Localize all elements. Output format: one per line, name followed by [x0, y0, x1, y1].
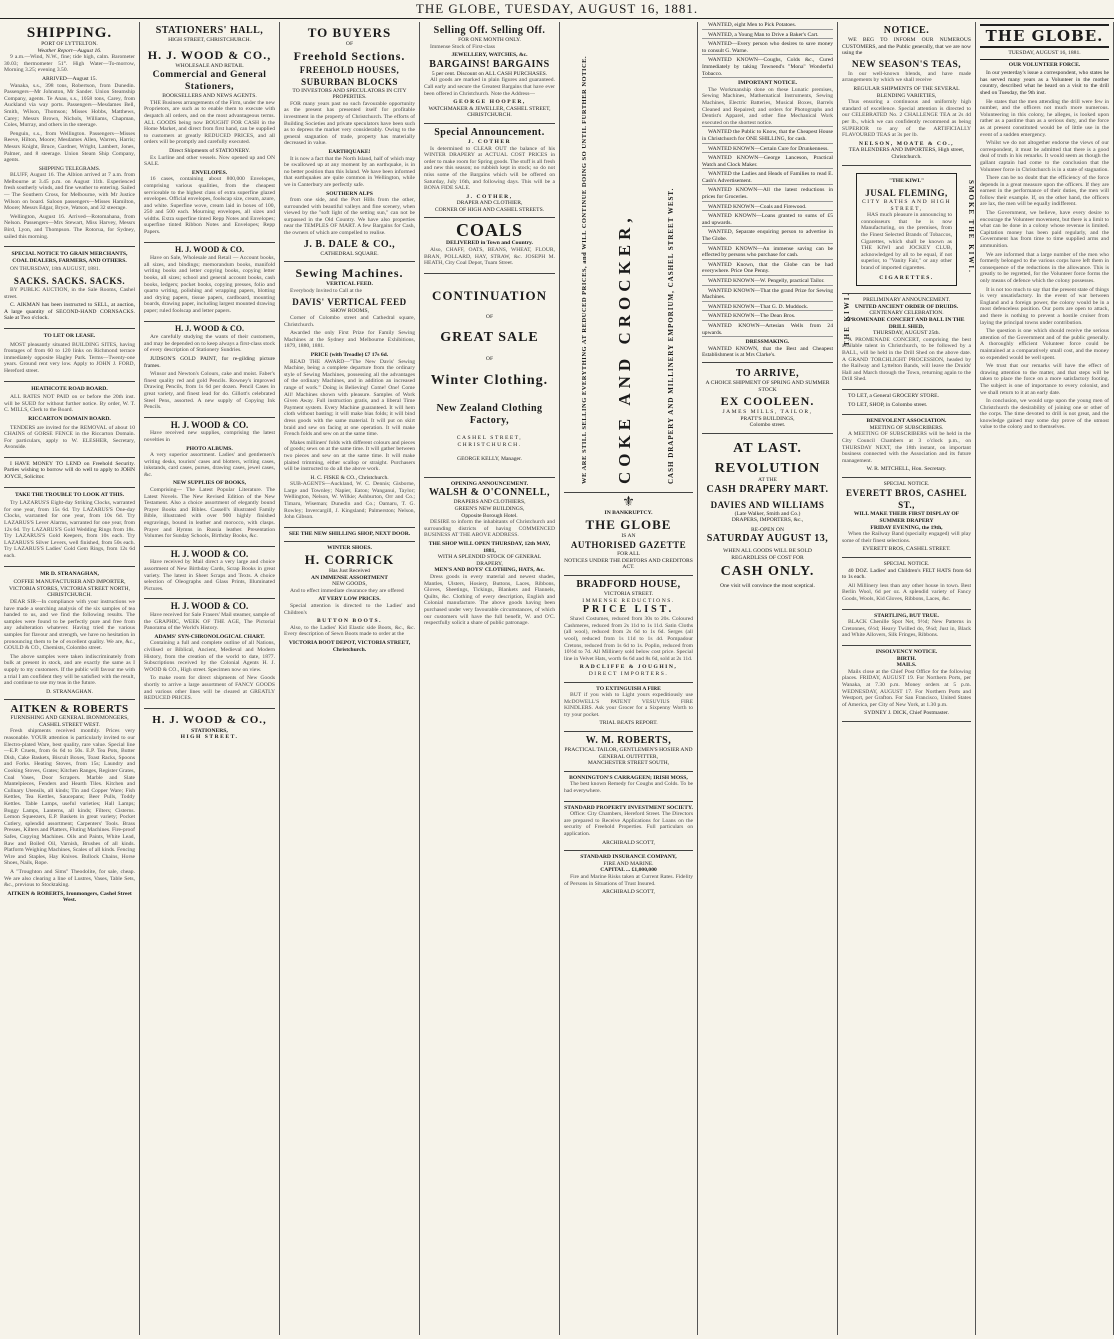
standard-society-heading: STANDARD PROPERTY INVESTMENT SOCIETY. — [564, 804, 693, 811]
kiwi-body: HAS much pleasure in announcing to connoisseurs that he is now Manufacturing, on the premises, from the Finest Selected Brands of Tobaccos, Cigarettes, which shall be known as THE KIWI and JOCKEY CLUB, acknowledged by all to be equal, if not superior, to "Vanity Fair," or any other brand of imported cigarettes. — [861, 212, 952, 272]
opening-heading: OPENING ANNOUNCEMENT. — [450, 480, 529, 487]
archibald-1: ARCHIBALD SCOTT, — [602, 839, 655, 846]
teas-body-2: Thus ensuring a continuous and uniformly high standard of excellence. Special attention is directed to our CELEBRATED No. 2 CHALLENGE TEA at 2s 4d per lb., which we can confidently recommend as being SUPERIOR to any of the ARTIFICIALLY FLAVOURED TEAS at 3s per lb. — [842, 99, 971, 139]
tolet-body: MOST pleasantly situated BUILDING SITES, having frontages of from 60 to 120 links on Richmond terrace immediately opposite Hagley Park. Terms—Twenty-one years. Ground rent very low. Apply to JOHN J. FORD, Hereford street. — [4, 341, 135, 374]
notices-line: NOTICES UNDER THE DEBTORS AND CREDITORS ACT. — [564, 557, 693, 571]
sewing-heading: Sewing Machines. — [295, 266, 404, 281]
hjwood-4-body: Have received new supplies, comprising the latest novelties in — [144, 430, 275, 443]
victoria-depot: VICTORIA BOOT DEPOT, VICTORIA STREET, Christchurch. — [288, 639, 411, 653]
special-notice-2: SPECIAL NOTICE. — [883, 561, 930, 568]
telegrams-heading: SHIPPING TELEGRAMS. — [38, 165, 101, 172]
joyce-notice: I HAVE MONEY TO LEND on Freehold Security. Parties wishing to borrow will do well to apply to JOHN JOYCE, Solicitor. — [4, 460, 135, 481]
walsh-greens: GREEN'S NEW BUILDINGS, — [454, 506, 525, 512]
sewing-invite: Everybody Invited to Call at the — [290, 287, 362, 294]
adams-chart: ADAMS' SYN-CHRONOLOGICAL CHART. — [154, 633, 265, 640]
stationers-final: STATIONERS, — [191, 727, 228, 734]
corrick-body-3: Also, to the Ladies' Kid Elastic side Boots, &c., &c. Every description of Sewn Boots made to order at the — [284, 624, 415, 638]
stationers-hall-heading: STATIONERS' HALL, — [155, 25, 264, 36]
hjwood-2-heading: H. J. WOOD & CO. — [175, 244, 244, 254]
low-prices-line: AT VERY LOW PRICES. — [318, 596, 381, 603]
freehold-heading: Freehold Sections. — [293, 48, 406, 63]
coat-of-arms-icon: ⚜ — [622, 495, 635, 510]
mitchell-signature: W. R. MITCHELL, Hon. Secretary. — [866, 466, 947, 473]
selling-body: Immense Stock of First-class — [430, 43, 496, 50]
bradford-street: VICTORIA STREET. — [603, 590, 654, 597]
dressmaking-heading: DRESSMAKING. — [745, 339, 790, 346]
hjwood-6-body: Have received for Sale Frasers' Mail steamer, sample of the GRAPHIC, WEEK OF THE AGE, The Pictorial Panorama of the World's History. — [144, 611, 275, 632]
kiwi-side-left: THE KIWI. — [843, 291, 851, 346]
shipping-heading: SHIPPING. — [26, 25, 113, 41]
sewing-body-2: Makes milliners' folds with different colours and pieces of goods; sews on at the same time. It will gather between two pieces and sew on at the same time. It will make plaited trimming, either scallop or straight. Purchasers will be instructed to do all the above work. — [284, 439, 415, 473]
walsh-opposite: Opposite Borough Hotel. — [461, 512, 518, 519]
stationers-line: Stationers, — [184, 82, 235, 93]
fiske-line: H. C. FISKE & CO., Christchurch. — [310, 474, 389, 481]
continuation-of: OF — [485, 313, 494, 320]
bargains-heading: BARGAINS! BARGAINS — [429, 58, 550, 70]
startling-body: BLACK Chenille Spot Net, 9½d; New Patterns in Cretonnes, 6½d; Heavy Twilled do, 9¼d; Just in, Black and White Allovers, Silk Fringes, Ribbons. — [842, 619, 971, 639]
birth-heading: BIRTH. — [896, 655, 917, 662]
walsh-heading: WALSH & O'CONNELL, — [429, 487, 550, 499]
will-make-line: WILL MAKE THEIR FIRST DISPLAY OF SUMMER DRAPERY — [853, 511, 960, 525]
masthead: THE GLOBE, TUESDAY, AUGUST 16, 1881. — [0, 0, 1114, 19]
one-month-line: FOR ONE MONTH ONLY. — [458, 37, 521, 43]
of-line: OF — [345, 41, 354, 47]
hooper-address: WATCHMAKER & JEWELLER, CASHEL STREET, CHRISTCHURCH. — [428, 105, 551, 119]
sewing-price: PRICE (with Treadle) £7 17s 6d. — [310, 352, 389, 358]
continuation-heading: CONTINUATION — [431, 287, 548, 303]
aikman-notice: C. AIKMAN has been instructed to SELL, at auction, A large quantity of SECOND-HAND CORNSACKS. Sale at Two o'clock. — [4, 302, 135, 322]
standard-society-body: Office: City Chambers, Hereford Street. The Directors are prepared to Receive Applications for Loans on the security of Freehold Properties. Full particulars on application. — [564, 811, 693, 837]
nz-clothing-heading: New Zealand Clothing — [436, 403, 543, 415]
article-body-8: We trust that our remarks will have the effect of drawing attention to the matter, and that steps will be taken to place the force on a more satisfactory footing. The subject is one of importance to every colonist, and we shall return to it at an early date. — [980, 363, 1109, 396]
earthquake-body: It is now a fact that the North Island, half of which may be swallowed up at any moment by an earthquake, is in no better position than this Island. We have been informed that earthquakes are quite common in Wellington, while we in Canterbury are perfectly safe. — [284, 155, 415, 188]
at-the-line: AT THE — [758, 476, 777, 483]
davies-williams: DAVIES AND WILLIAMS — [710, 499, 825, 510]
hjwood-4-heading: H. J. WOOD & CO. — [170, 419, 249, 430]
mills-street: Colombo street. — [749, 422, 786, 429]
when-line: WHEN ALL GOODS WILL BE SOLD — [723, 548, 812, 555]
photo-body: A very superior assortment. Ladies' and gentlemen's writing desks, tourists' cases and blotters, writing cases, inkstands, card cases, purses, drawing cases, jewel cases, &c. — [144, 452, 275, 478]
fleming-address: CITY BATHS AND HIGH STREET, — [861, 199, 952, 212]
hjwood-final-heading: H. J. WOOD & CO., — [152, 713, 267, 726]
bonnington-body: The best known Remedy for Coughs and Colds. To be had everywhere. — [564, 781, 693, 795]
mills-building: PRATT'S BUILDINGS, — [740, 415, 795, 422]
sacks-heading: SACKS. SACKS. SACKS. — [13, 276, 126, 286]
article-body-9: In conclusion, we would urge upon the young men of Christchurch the desirability of joining one or other of the corps. The time devoted to drill is not great, and the knowledge gained may some day prove of the utmost value to the colony and to themselves. — [980, 398, 1109, 431]
commercial-line: Commercial and General — [152, 70, 267, 81]
globe-gazette-heading: THE GLOBE — [585, 516, 672, 532]
coals-delivered: DELIVERED in Town and Country. — [446, 240, 533, 247]
factory-street: CASHEL STREET, — [456, 435, 523, 442]
wanted-15: WANTED KNOWN—W. Pengelly, practical Tailor. — [702, 278, 833, 286]
coals-heading: COALS — [455, 220, 523, 241]
judsons-body: Winsor and Newton's Colours, cake and moist. Faber's finest quality red and gold Pencils. Rowney's improved Drawing Pencils, from 1s 6d per dozen. Pencil Cases in great variety, and finest lead for do. Gillott's celebrated Steel Pens, assorted. A new supply of Copying Ink Pencils. — [144, 371, 275, 411]
regardless-line: REGARDLESS OF COST FOR — [731, 554, 804, 561]
riccarton-body: TENDERS are invited for the REMOVAL of about 10 CHAINS of GORSE FENCE in the Riccarton Domain. For particulars, apply to W. ELESHER, Secretary, Avonside. — [4, 424, 135, 451]
extinguish-heading: TO EXTINGUISH A FIRE — [596, 685, 661, 692]
radcliffe-importers: DIRECT IMPORTERS. — [588, 670, 669, 677]
cother-name: J. COTHER — [467, 138, 512, 145]
new-supplies-body: Comprising— The Latest Popular Literature. The Latest Novels. The New Revised Edition of the New Testament. Also a choice assortment of elegantly bound Prayer Books and Bibles. Cassell's illustrated Family Bible, illustrated with over 900 highly finished engravings, bound in leather and morocco, with clasps. Prayer and Hymns in Russia leather. Presentation Volumes for Sunday Schools, Birthday Books, &c. — [144, 487, 275, 540]
factory-city: CHRISTCHURCH. — [457, 441, 522, 448]
wanted-2: WANTED, a Young Man to Drive a Baker's Cart. — [702, 32, 833, 40]
centenary-line: CENTENARY CELEBRATION. — [869, 310, 944, 317]
cash-drapery-rotated: CASH DRAPERY AND MILLINERY EMPORIUM, CASHEL STREET WEST. — [667, 187, 675, 484]
arrived-body-2: Penguin, s.s., from Wellington. Passengers—Misses Reeve, Hilton, Moore; Mesdames Allen, Warren, Harris; Messrs Knight, Bruce, Gardner, Wright, Lambert, Jones, Palmer, and 8 steerage. Union Steam Ship Company, agents. — [4, 130, 135, 164]
suburban-blocks: SUBURBAN BLOCKS — [301, 76, 398, 87]
wanted-5: WANTED the Public to Know, that the Cheapest House in Christchurch for ONE SHILLING, for cash. — [702, 129, 834, 142]
direct-body: Ex Lurline and other vessels. Now opened up and ON SALE. — [144, 154, 275, 168]
roberts-heading: W. M. ROBERTS, — [585, 735, 672, 747]
investors-line: TO INVESTORS AND SPECULATORS IN CITY PROPERTIES. — [292, 87, 407, 101]
cash-only-heading: CASH ONLY. — [720, 564, 815, 580]
stranaghan-address: VICTORIA STORES, VICTORIA STREET NORTH, CHRISTCHURCH. — [9, 585, 130, 599]
wanted-3: WANTED—Every person who desires to save money to consult G. Warne. — [702, 41, 833, 54]
wanted-6: WANTED KNOWN—Certain Cure for Drunkenness. — [702, 146, 833, 154]
lazarus-heading: TAKE THE TROUBLE TO LOOK AT THIS. — [14, 491, 125, 498]
special-notice-1: SPECIAL NOTICE. — [883, 480, 930, 487]
everett-body: When the Railway Band (specially engaged) will play some of their finest selections. — [842, 531, 971, 544]
wanted-9: WANTED KNOWN—All the latest reductions in prices for Groceries. — [702, 187, 833, 201]
cigarettes-heading: CIGARETTES. — [879, 274, 934, 281]
walsh-body-2: Dress goods in every material and newest shades, Mantles, Ulsters, Hosiery, Buttons, Laces, Ribbons, Gloves, Sheetings, Tickings, Blankets and Flannels, Quilts, &c. Clothing of every description, English and Colonial manufacture. The above goods having been purchased under very favourable circumstances, of which our customers will have the full benefit, W. and O'C. respectfully solicit a share of public patronage. — [424, 573, 555, 627]
stranaghan-body-2: The above samples were taken indiscriminately from bulk at present in stock, and are exactly the same as I supply to my customers. If the public will favour me with a trial I am confident they will be satisfied with the result, and continue to use my teas in the future. — [4, 653, 135, 687]
benevolent-body: A MEETING OF SUBSCRIBERS will be held in the City Council Chambers at 3 o'clock p.m., on THURSDAY NEXT, the 18th instant, on important business connected with the Association and its future management. — [842, 431, 971, 464]
tolet-heading: TO LET OR LEASE. — [43, 332, 96, 339]
article-body-7: The question is one which should receive the serious attention of the Government and of the public generally. A thoroughly efficient Volunteer force could be maintained at a comparatively small cost, and the money so expended would be well spent. — [980, 328, 1109, 361]
everett-heading: EVERETT BROS, CASHEL ST., — [845, 488, 968, 511]
mills-name: JAMES MILLS, TAILOR, — [722, 409, 813, 416]
corrick-body: And to effect immediate clearance they are offered — [290, 587, 404, 594]
aitken-signature: AITKEN & ROBERTS, Ironmongers, Cashel Street West. — [7, 890, 132, 904]
friday-line: FRIDAY EVENING, the 19th, — [870, 524, 943, 531]
bradford-heading: BRADFORD HOUSE, — [576, 578, 681, 590]
everett-signature: EVERETT BROS, CASHEL STREET. — [862, 546, 951, 553]
investors-body: FOR many years past no such favourable opportunity as the present has presented itself for profitable investment in the property of Christchurch. The efforts of Building Societies and private speculators have been such as to depress the market very considerably. Owing to the general stagnation of trade, property has materially decreased in value. — [284, 100, 415, 147]
southern-alps-heading: SOUTHERN ALPS — [326, 190, 373, 197]
stationers-address: HIGH STREET, CHRISTCHURCH. — [168, 37, 251, 43]
received-line: Has Just Received — [328, 568, 370, 575]
davis-heading: DAVIS' VERTICAL FEED — [292, 297, 407, 308]
walsh-shop-open: THE SHOP WILL OPEN THURSDAY, 12th MAY, 1881, — [428, 540, 551, 554]
see-next-door: SEE THE NEW SHILLING SHOP, NEXT DOOR. — [288, 530, 411, 537]
stranaghan-signature: D. STRANAGHAN. — [46, 688, 93, 695]
booksellers-line: BOOKSELLERS AND NEWS AGENTS. — [162, 93, 257, 100]
envelopes-body: 16 cases, containing about 800,000 Envelopes, comprising various qualities, from the cheapest serviceable to the highest class of extra superfine glazed envelopes. Official envelopes, foolscap size, cream, azure, and white. Superfine wove, cream laid in boxes of 100, 250 and 500 each. Mourning envelopes, all sizes and widths. Extra superfine tinted Repp Notes and Envelopes; superfine tinted Ribbon Notes and Envelopes; Repp Papers. — [144, 176, 275, 236]
immense-line: AN IMMENSE ASSORTMENT — [311, 574, 388, 581]
walsh-drapers: DRAPERS AND CLOTHIERS, — [453, 499, 526, 506]
roberts-address: MANCHESTER STREET SOUTH, — [587, 760, 670, 767]
sewing-award: Awarded the only First Prize for Family Sewing Machines at the Sydney and Melbourne Exhibitions, 1879, 1880, 1881. — [284, 330, 415, 350]
wanted-20: WANTED KNOWN, that the Best and Cheapest Establishment is at Mrs Clarke's. — [702, 346, 833, 363]
aitken-body: Fresh shipments received monthly. Prices very reasonable. YOUR attention is particularly invited to our Electro-plated Ware, best quality, rare value. Special line—E.P. Cruets, from 6s 6d to 50s. E.P. Tea Pots, Butter Dish, Cake Baskets, Biscuit Boxes, Toast Racks, Spoons and Forks. Heating Stoves, from 15s; Laundry and Cooking Stoves, Grates; Kitchen Ranges, Register Grates, Coal Vases, Door Scrapers. Marble and Slate Mantelpieces, Fenders and Hearth Tiles. Kitchen and Culinary Utensils, all kinds; Tin and Copper Ware; Fish Kettles, Tea Kettles, Saucepans; Beer Pulls, Toddy Kettles. Table Lamps, useful varieties; Hall Lamps; Buggy Lamps, Lanterns, all kinds; Filters; Cisterns. Lemon Squeezers, E.P. Baskets in great variety; Pocket Cutlery, splendid assortment; Carpenters' Tools. Brass Presses, Kilters and Platters, Fluting Machines. Fire-proof Safes, Copying Machines. Oils and Paints, White Lead, Raw and Boiled Oil, Varnish, Brushes of all kinds. Platform Weighing Machines, Scales of all kinds. Fencing Wire and Staples, Hay Knives. Bullock Chains, Horse Shoes, Nails, Rope. — [4, 728, 135, 867]
heathcote-heading: HEATHCOTE ROAD BOARD. — [31, 385, 108, 392]
aitken-sub: FURNISHING AND GENERAL IRONMONGERS, CASHEL STREET WEST. — [10, 715, 129, 728]
davies-late: (Late Walker, Smith and Co.) — [734, 510, 801, 517]
walsh-body: DESIRE to inform the inhabitants of Christchurch and surrounding districts of having COMMENCED BUSINESS AT THE ABOVE ADDRESS. — [424, 519, 555, 539]
bradford-reductions: IMMENSE REDUCTIONS. — [582, 597, 675, 604]
startling-heading: STARTLING, BUT TRUE. — [874, 612, 939, 619]
price-list-heading: PRICE LIST. — [582, 604, 675, 616]
show-rooms-address: Corner of Colombo street and Cathedral square, Christchurch. — [284, 315, 415, 328]
new-supplies-heading: NEW SUPPLIES OF BOOKS, — [172, 480, 247, 487]
promenade-line: PROMENADE CONCERT AND BALL IN THE DRILL SHED, — [848, 317, 965, 330]
wanted-13: WANTED KNOWN—An immense saving can be effected by persons who purchase for cash. — [702, 245, 833, 259]
column-7 — [838, 22, 976, 1335]
selling-off-heading: Selling Off. Selling Off. — [433, 25, 546, 36]
article-body-1: He states that the men attending the drill were few in number, and the officers not much more numerous. Volunteering in this colony, he alleges, is looked upon rather as a pastime than as a serious duty, and the force as at present constituted would be of little use in the event of a sudden emergency. — [980, 98, 1109, 138]
saturday-line: SATURDAY AUGUST 13, — [706, 533, 829, 545]
archibald-2: ARCHIBALD SCOTT, — [602, 889, 655, 896]
buyers-heading: TO BUYERS — [307, 25, 392, 40]
wanted-16: WANTED KNOWN—That the grand Prize for Sewing Machines. — [702, 287, 833, 301]
sub-agents: SUB-AGENTS—Auckland, W. C. Dennis; Gisborne, Large and Townley; Napier, Eaton; Wanganui, Taylor; Wellington, Nelson, W. Wilkie; Ashburton, Orr and Co.; Timaru, Wiseman; Dunedin and Co.; Oamaru, T. G. Rowley; Invercargill, J. Kingsland; Palmerston; Nelson, John Gibson. — [284, 481, 415, 521]
column-6 — [698, 22, 838, 1335]
factory-manager: GEORGE KELLY, Manager. — [457, 456, 522, 463]
article-body-6: It is not too much to say that the present state of things is very unsatisfactory. In the event of war between England and a foreign power, the colony would be in a most defenceless position. Our ports are open to attack, and there is nothing to prevent a hostile cruiser from laying the principal towns under contribution. — [980, 286, 1109, 326]
hooper-name: GEORGE HOOPER, — [453, 99, 526, 106]
preliminary-heading: PRELIMINARY ANNOUNCEMENT. — [862, 297, 950, 304]
adams-body-2: To make room for direct shipments of New Goods shortly to arrive a large assortment of FANCY GOODS and various other lines will be cleared at GREATLY REDUCED PRICES. — [144, 675, 275, 702]
benevolent-heading: BENEVOLENT ASSOCIATION. — [866, 418, 947, 425]
forty-body: All Millinery less than any other house in town. Best Berlin Wool, 6d per oz. A splendid variety of Fancy Goods, Wools, Kid Gloves, Ribbons, Laces, &c. — [842, 582, 971, 602]
freehold-houses: FREEHOLD HOUSES, — [299, 64, 400, 75]
fire-marine: FIRE AND MARINE. — [603, 860, 654, 867]
tolet-shop: TO LET, SHOP, in Colombo street. — [848, 401, 928, 408]
trial-heading: TRIAL BEATS REPORT. — [599, 720, 658, 727]
bankruptcy-line: IN BANKRUPTCY. — [604, 510, 653, 516]
new-goods-line: NEW GOODS, — [332, 581, 367, 588]
hjwood-5-heading: H. J. WOOD & CO. — [170, 548, 249, 559]
druids-body: A PROMENADE CONCERT, comprising the best available talent in Christchurch, to be followed by a BALL, will be held in the Drill Shed on the above date. A GRAND TORCHLIGHT PROCESSION, headed by the Railway and Lyttelton Bands, will leave the Druids' Hall and March through the Town, returning again to the Drill Shed. — [842, 336, 971, 383]
column-4 — [420, 22, 560, 1335]
dale-heading: J. B. DALE & CO., — [303, 238, 396, 250]
special-notice-date: ON THURSDAY, 18th AUGUST, 1881. — [10, 266, 101, 273]
dick-signature: SYDNEY J. DICK, Chief Postmaster. — [864, 710, 949, 717]
extinguish-body: BUT if you wish to Light yours expeditiously use McDOWELL'S PATENT VESUVIUS FIRE KINDLERS. Ask your Grocer for a Sixpenny Worth to try your pocket. — [564, 692, 693, 718]
telegrams-body-2: Wellington, August 16. Arrived—Rotomahana, from Nelson. Passengers—Mrs Stewart, Miss Harvey, Messrs Bird, Lyon, and Thompson. The Rotorua, for Sydney, sailed this morning. — [4, 213, 135, 240]
direct-shipments: Direct Shipments of STATIONERY. — [169, 147, 250, 154]
wanted-14: WANTED Known, that the Globe can be had everywhere. Price One Penny. — [702, 261, 833, 275]
globe-title: THE GLOBE. — [985, 27, 1104, 45]
globe-date: TUESDAY, AUGUST 16, 1881. — [1008, 50, 1081, 56]
wanted-10: WANTED KNOWN—Coals and Firewood. — [702, 204, 833, 212]
wanted-12: WANTED, Separate enquiring person to advertise in The Globe. — [702, 229, 833, 243]
fleming-name: JUSAL FLEMING, — [865, 188, 948, 199]
notice-heading: NOTICE. — [883, 25, 930, 36]
weather-report: Weather Report—August 16. — [37, 47, 102, 54]
roberts-tailor: PRACTICAL TAILOR, GENTLEMEN'S HOSIER AND GENERAL OUTFITTER, — [564, 747, 693, 760]
weather-body: 9 a.m.—Wind, N.W., fine; tide high, calm. Barometer 30.03; thermometer 51°. High Water—To-morrow, Morning 3.25; evening 3.50. — [4, 54, 135, 74]
insolvency-heading: INSOLVENCY NOTICE. — [875, 648, 938, 655]
davies-drapers: DRAPERS, IMPORTERS, &c., — [731, 517, 804, 524]
article-body-4: The Government, we believe, have every desire to encourage the Volunteer movement, but there is a limit to what can be done in a colony whose revenue is limited. Capitation money has been paid regularly, and the Government has from time to time supplied arms and ammunition. — [980, 210, 1109, 250]
wanted-18: WANTED KNOWN—The Dean Bros. — [702, 313, 833, 321]
cother-name-2: J. COTHER, — [466, 193, 513, 200]
one-visit-line: One visit will convince the most sceptical. — [720, 583, 815, 590]
cash-drapery-mart: CASH DRAPERY MART. — [706, 483, 829, 495]
article-body-5: We are informed that a large number of the men who formerly belonged to the various corps have left them in consequence of the reductions in the allowance. This is greatly to be regretted, for the Volunteer force forms the only means of defence which the colony possesses. — [980, 251, 1109, 284]
discount-line: 5 per cent. Discount on ALL CASH PURCHASES. — [431, 70, 548, 77]
arrived-body: Wanaka, s.s., 398 tons, Robertson, from Dunedin. Passengers—Mr Johnston, Mr Sander. Union Steamship Company, agents. Te Anau, s.s., 1058 tons, Carey, from Auckland via way ports. Passengers—Mesdames Bell, Smith, Wilson, Thomson; Misses Hobbs, Matthews, Carey; Messrs Brown, Nichols, Williams, Chapman, Coles, Murray, and others in the steerage. — [4, 82, 135, 129]
button-boots: BUTTON BOOTS. — [316, 618, 383, 625]
article-body-3: There can be no doubt that the efficiency of the force depends in a great measure upon the officers. If they are earnest in the performance of their duties, the men will follow their example. If, on the other hand, the officers are lax, the men will be equally indifferent. — [980, 175, 1109, 208]
cother-corner: CORNER OF HIGH AND CASHEL STREETS. — [434, 206, 545, 213]
kiwi-heading: "THE KIWI." — [888, 177, 925, 184]
hjwood-3-heading: H. J. WOOD & CO. — [175, 323, 244, 333]
ex-cooleen: EX COOLEEN. — [720, 394, 815, 409]
wanted-1: WANTED, eight Men to Pick Potatoes. — [702, 22, 833, 30]
port-heading: PORT OF LYTTELTON. — [41, 41, 98, 47]
stranaghan-sub: COFFEE MANUFACTURER AND IMPORTER, — [13, 579, 126, 586]
sacks-auction: BY PUBLIC AUCTION, in the Sale Rooms, Cashel street. — [4, 287, 135, 300]
selling-body-2: All goods are marked in plain figures and guaranteed. Call early and secure the Greatest Bargains that have ever been offered in Christchurch. Note the Address— — [424, 77, 555, 97]
telegrams-body: BLUFF, August 16. The Albion arrived at 7 a.m. from Melbourne at 3.45 p.m. on August 11th. Experienced fresh southerly winds, and fine weather to entering. Sailed — The Southern Cross, for Melbourne, with Mr Justice Wilson on board. Saloon passengers—Misses Hamilton, Moore; Messrs Edgar, Bryce, Watson, and 32 steerage. — [4, 172, 135, 212]
arrived-heading: ARRIVED—August 15. — [41, 75, 97, 82]
great-sale-heading: GREAT SALE — [440, 330, 539, 346]
vertical-feed: VERTICAL FEED. — [326, 281, 373, 288]
thursday-line: THURSDAY, AUGUST 25th. — [872, 330, 941, 337]
corrick-body-2: Special attention is directed to the Ladies' and Children's — [284, 603, 415, 616]
hjwood-3-body: Are carefully studying the wants of their customers, and may be depended on to keep always a first-class stock of every description of Stationery Sundries. — [144, 334, 275, 354]
mails-body: Mails close at the Chief Post Office for the following places. FRIDAY, AUGUST 19. For Northern Ports, per Wanaka, at 7.30 p.m. Money orders at 5 p.m. WEDNESDAY, AUGUST 17. For Northern Ports and Westport, per Grafton. For San Francisco, United States of America, per City of New York, at 1.30 p.m. — [842, 668, 971, 708]
wanted-8: WANTED the Ladies and Heads of Families to read E. Cash's Advertisement. — [702, 171, 833, 184]
nelson-moate: NELSON, MOATE & CO., — [858, 140, 955, 147]
article-open: In our yesterday's issue a correspondent, who states he has served many years as a Volunteer in the mother country, described what he heard on a visit to the drill shed on Tuesday, the 9th inst. — [980, 70, 1109, 96]
wanted-11: WANTED KNOWN—Loans granted to sums of £5 and upwards. — [702, 213, 833, 226]
wholesale-line: WHOLESALE AND RETAIL — [175, 62, 244, 69]
special-notice-heading: SPECIAL NOTICE TO GRAIN MERCHANTS, COAL DEALERS, FARMERS, AND OTHERS. — [11, 251, 128, 264]
special-announcement-heading: Special Announcement. — [434, 126, 545, 138]
envelopes-heading: ENVELOPES. — [191, 169, 228, 176]
adams-body: Containing a full and complete outline of all Nations, civilised or Biblical, Ancient, Medieval and Modern History, from the creation of the world to date, 1877. Subscriptions received by the Colonial Agents H. J. WOOD & CO., High street. Specimen now on view. — [144, 640, 275, 673]
column-1 — [0, 22, 140, 1335]
revolution-heading: REVOLUTION — [714, 460, 821, 476]
choice-shipment: A CHOICE SHIPMENT OF SPRING AND SUMMER STOCK — [705, 379, 830, 393]
bradford-body: Shawl Costumes, reduced from 30s to 20s. Coloured Cashmeres, reduced from 2s 11d to 1s 11d. Satin Cloths (all wool), reduced from 2s 6d to 1s 6d. Serges (all wool), reduced from 1s 11d to 1s 4d. Pompadour Cretons, reduced from 1s 6d to 1s. Poplin, reduced from 10½d to 7d. All Millinery sold below cost price. Special line in Velvet Hats, worth 6s 6d and 8s 6d, sold at 2s 11d. — [564, 616, 693, 662]
winter-clothing-heading: Winter Clothing. — [430, 373, 549, 389]
coke-crocker-rotated: COKE AND CROCKER, — [615, 213, 634, 484]
mails-heading: MAILS. — [896, 662, 917, 669]
lazarus-body: Try LAZARUS'S Eight-day Striking Clocks, warranted for one year, from 15s 6d. Try LAZARUS'S One-day Clocks, warranted for one year, from 10s 6d. Try LAZARUS'S Lever Alarms, warranted for one year, from 12s 6d. Try LAZARUS'S Gold Wedding Rings from 18s. Try LAZARUS'S Gold Keepers, from 10s each. Try LAZARUS'S Silver Levers, well finished, from 50s each. Try LAZARUS'S Ladies' Gold Gem Rings, from 12s 6d each. — [4, 500, 135, 559]
riccarton-heading: RICCARTON DOMAIN BOARD. — [28, 415, 111, 422]
new-teas-heading: NEW SEASON'S TEAS, — [851, 59, 962, 70]
great-sale-of: OF — [485, 356, 494, 363]
coke-rotated-line: WE ARE STILL SELLING EVERYTHING AT REDUCED PRICES, and WILL CONTINUE DOING SO UNTIL FURTHER NOTICE. — [581, 55, 588, 484]
capital-line: CAPITAL ... £1,000,000 — [600, 867, 657, 874]
wanted-17: WANTED KNOWN—That G. D. Muddock. — [702, 304, 833, 312]
earthquake-heading: EARTHQUAKE! — [328, 148, 371, 155]
notice-beg: WE BEG TO INFORM OUR NUMEROUS CUSTOMERS, and the Public generally, that we are now using the — [842, 37, 971, 57]
coke-crocker-ad — [564, 22, 693, 493]
aitken-body-2: A "Troughton and Sims" Theodolite, for sale, cheap. We are also clearing a line of Lustres, Vases, Table Sets, &c., previous to Stocktaking. — [4, 868, 135, 889]
for-all-line: FOR ALL — [617, 551, 640, 558]
stationers-body: THE Business arrangements of the Firm, under the new Proprietors, are such as to enable them to execute with despatch all orders, and on the most advantageous terms. ALL GOODS being now BOUGHT FOR CASH in the Home Market, and direct from first hand, can be supplied to customers at greatly REDUCED PRICES, and all orders will be promptly and carefully executed. — [144, 99, 275, 146]
wanted-4: WANTED KNOWN—Coughs, Colds &c., Cured Immediately by taking Townend's "Mona" Wonderful Tobacco. — [702, 57, 833, 77]
kiwi-side-right: SMOKE THE KIWI. — [967, 179, 975, 274]
druids-heading: UNITED ANCIENT ORDER OF DRUIDS. — [854, 303, 959, 310]
teas-shipments: REGULAR SHIPMENTS OF THE SEVERAL BLENDING VARIETIES, — [853, 85, 960, 99]
insurance-body: Fire and Marine Risks taken at Current Rates. Fidelity of Persons in Situations of Trust Insured. — [564, 873, 693, 887]
hjwood-heading: H. J. WOOD & CO., — [147, 47, 272, 62]
column-8 — [976, 22, 1114, 1335]
standard-insurance-heading: STANDARD INSURANCE COMPANY, — [580, 854, 677, 861]
southern-alps-body: from one side, and the Port Hills from the other, surrounded with beautiful valleys and fine scenery, when viewed by the "soft light of the setting sun," can not be surpassed in the Old Country. We have also properties near the TEMPLES OF MART. A few Bargains for Cash, the owners of which are compelled to realise. — [284, 197, 415, 237]
teas-body: In our well-known blends, and have made arrangements by which we shall receive — [842, 70, 971, 84]
factory-heading: Factory, — [469, 415, 510, 427]
photo-albums: PHOTO ALBUMS. — [186, 445, 233, 452]
tolet-grocery: TO LET, a General GROCERY STORE. — [848, 392, 939, 399]
forty-dozen: 40 DOZ. Ladies' and Children's FELT HATS from 6d to 1s each. — [842, 567, 971, 581]
wanted-19: WANTED KNOWN—Artesian Wells from 24 upwards. — [702, 322, 833, 336]
is-an-line: IS AN — [621, 532, 636, 539]
to-arrive-heading: TO ARRIVE, — [735, 367, 800, 379]
article-heading: OUR VOLUNTEER FORCE. — [1008, 61, 1081, 68]
wanted-7: WANTED KNOWN—George Lanceson, Practical Watch and Clock Maker. — [702, 155, 833, 168]
dale-address: CATHEDRAL SQUARE. — [320, 250, 379, 257]
important-notice: IMPORTANT NOTICE. — [738, 80, 797, 87]
radcliffe-name: RADCLIFFE & JOUGHIN, — [579, 664, 678, 671]
judsons-line: JUDSON'S GOLD PAINT, for re-gilding picture frames. — [144, 355, 275, 369]
stranaghan-heading: MR D. STRANAGHAN, — [40, 570, 99, 577]
bonnington-heading: BONNINGTON'S CARRAGEEN; IRISH MOSS, — [569, 774, 688, 781]
corrick-heading: H. CORRICK — [304, 552, 395, 568]
hjwood-2-body: Have on Sale, Wholesale and Retail — Account books, all sizes, and bindings; memorandum books, manifold writing books and letter copying books, copying letter books, all sizes; school and general account books, cash books, ledgers; pocket books, copying presses, folio and quarto writing, polishing and wrapping papers, blotting and drying papers, tissue papers, cardboard, mounting boards, drawing paper, including largest mounted drawing paper; ruled foolscap and letter papers. — [144, 255, 275, 314]
heathcote-body: ALL RATES NOT PAID on or before the 20th inst. will be SUED for without further notice. By order, W. T. C. MILLS, Clerk to the Board. — [4, 394, 135, 414]
article-body-2: Whilst we do not altogether endorse the views of our correspondent, it must be admitted that there is a good deal of truth in his remarks. It would seem as though the gallant captain had come to the conclusion that the Volunteer force in Christchurch is in a state of stagnation. — [980, 140, 1109, 173]
jewellery-line: JEWELLERY, WATCHES, &c. — [451, 52, 528, 59]
show-rooms: SHOW ROOMS, — [329, 308, 370, 315]
walsh-mens: MEN'S AND BOYS' CLOTHING, HATS, &c. — [434, 567, 545, 574]
cother-body: Is determined to CLEAR OUT the balance of his WINTER DRAPERY at ACTUAL COST PRICES in order to make room for Spring goods. The stuff is all fresh and new this season; no rubbish kept in stock; so do not miss some of the Bargains which will be offered on Saturday, July 16th, and following days. This will be a BONA FIDE SALE. — [424, 145, 555, 192]
winter-shoes: WINTER SHOES. — [327, 545, 372, 552]
column-5 — [560, 22, 698, 1335]
coals-body: Also, CHAFF, OATS, BEANS, WHEAT, FLOUR, BRAN, POLLARD, HAY, STRAW, &c. JOSEPH M. HEATH, City Coal Depot, Tuam Street. — [424, 247, 555, 267]
at-last-heading: AT LAST. — [733, 440, 802, 456]
kiwi-box — [856, 173, 957, 287]
important-body: The Workmanship done on these Lunatic premises, Sewing Machines, Mathematical Instruments, Sewing Machines, Electric Batteries, Musical Boxes, Barrels Cleaned and Repaired; and orders for Photographs and Dentist's Apparel, and other fine Mechanical Work executed on the shortest notice. — [702, 86, 833, 126]
aitken-heading: AITKEN & ROBERTS — [10, 703, 129, 716]
walsh-splendid: WITH A SPLENDID STOCK OF GENERAL DRAPERY, — [437, 554, 542, 567]
tea-blenders: TEA BLENDERS AND IMPORTERS, High street, Christchurch. — [848, 147, 965, 160]
cother-draper: DRAPER AND CLOTHIER, — [456, 200, 523, 207]
reopen-line: RE-OPEN ON — [750, 526, 785, 533]
high-street-final: HIGH STREET. — [180, 734, 239, 741]
hjwood-6-heading: H. J. WOOD & CO. — [170, 601, 249, 612]
hjwood-5-body: Have received by Mail direct a very large and choice assortment of New Birthday Cards, Scrap Books in great variety. The latest in Sheet Scraps and Texts. A choice selection of Oleographs and Glass Prints, Illuminated Pictures. — [144, 559, 275, 592]
column-3 — [280, 22, 420, 1335]
authorised-gazette: AUTHORISED GAZETTE — [570, 540, 687, 551]
stranaghan-body: DEAR SIR—In compliance with your instructions we have made a searching analysis of the six samples of tea handed to us, and we find the following results. The samples were found to be perfectly pure and free from any adulteration whatever. Having tried the various samples for flavour and strength, we have no hesitation in pronouncing them to be of excellent quality. We are, &c., GOULD & CO., Chemists, Colombo street. — [4, 598, 135, 652]
column-2 — [140, 22, 280, 1335]
meeting-heading: MEETING OF SUBSCRIBERS. — [869, 424, 944, 431]
sewing-body: READ THE AWARD—"The New Davis' Sewing Machine, being a complete departure from the ordinary style of Sewing Machines, possessing all the advantages of the ordinary Machines, and in addition an increased range of work." Doing is Believing! Come! One! Come All! Machines shown with pleasure. Samples of Work Given Away. Full instruction gratis, and a liberal Time Payment system. Every Machine guaranteed. It will hem cloth without basting; it will make bias folds; it will bind dress goods with the same material. It will put on skirt braid and sew on facing at one operation. It will make French folds and sew on at the same time. — [284, 358, 415, 438]
